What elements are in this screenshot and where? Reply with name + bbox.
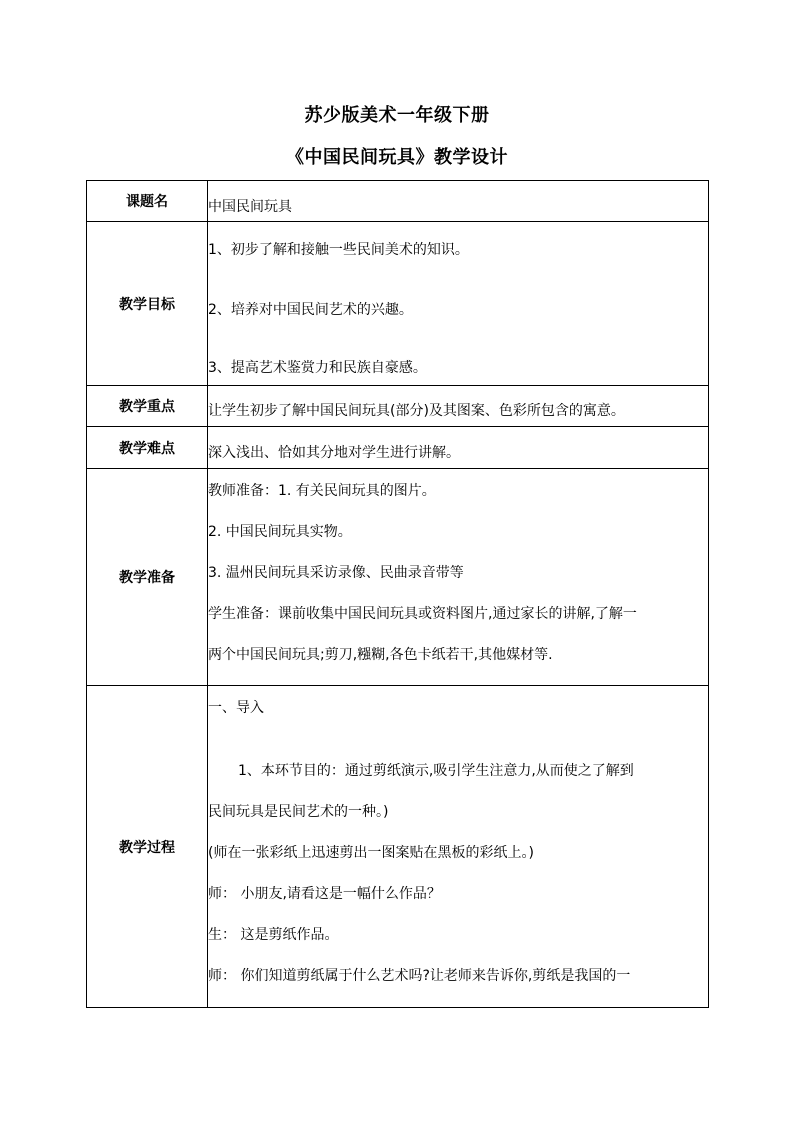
lesson-plan-table xyxy=(86,180,709,1008)
label-key-points: 教学重点 xyxy=(87,386,208,427)
row-preparation xyxy=(87,469,709,686)
prep-line: 教师准备：1. 有关民间玩具的图片。 xyxy=(208,483,436,499)
row-goals xyxy=(87,222,709,386)
label-process: 教学过程 xyxy=(87,686,208,1008)
process-heading: 一、导入 xyxy=(208,700,264,716)
process-line: 民间玩具是民间艺术的一种。) xyxy=(208,804,389,820)
key-points-text: 让学生初步了解中国民间玩具(部分)及其图案、色彩所包含的寓意。 xyxy=(208,403,625,419)
difficulties-text: 深入浅出、恰如其分地对学生进行讲解。 xyxy=(208,445,460,461)
label-difficulties: 教学难点 xyxy=(87,427,208,469)
content-preparation xyxy=(208,469,709,686)
row-difficulties xyxy=(87,427,709,469)
topic-text: 中国民间玩具 xyxy=(208,198,292,215)
prep-line: 3. 温州民间玩具采访录像、民曲录音带等 xyxy=(208,565,464,581)
document-subtitle: 《中国民间玩具》教学设计 xyxy=(286,147,508,168)
goal-item: 1、初步了解和接触一些民间美术的知识。 xyxy=(208,242,469,258)
prep-line: 学生准备：课前收集中国民间玩具或资料图片,通过家长的讲解,了解一 xyxy=(208,606,637,622)
row-topic xyxy=(87,181,709,222)
process-line: 生： 这是剪纸作品。 xyxy=(208,927,339,943)
content-goals xyxy=(208,222,709,386)
process-line: (师在一张彩纸上迅速剪出一图案贴在黑板的彩纸上。) xyxy=(208,845,534,861)
content-difficulties xyxy=(208,427,709,469)
prep-line: 两个中国民间玩具;剪刀,糨糊,各色卡纸若干,其他媒材等. xyxy=(208,647,553,663)
document-title: 苏少版美术一年级下册 xyxy=(304,105,490,126)
content-process xyxy=(208,686,709,1008)
process-line: 师： 你们知道剪纸属于什么艺术吗?让老师来告诉你,剪纸是我国的一 xyxy=(208,968,631,984)
content-topic xyxy=(208,181,709,222)
label-preparation: 教学准备 xyxy=(87,469,208,686)
row-key-points xyxy=(87,386,709,427)
row-process xyxy=(87,686,709,1008)
goal-item: 2、培养对中国民间艺术的兴趣。 xyxy=(208,302,413,318)
content-key-points xyxy=(208,386,709,427)
goal-item: 3、提高艺术鉴赏力和民族自豪感。 xyxy=(208,360,427,376)
label-goals: 教学目标 xyxy=(87,222,208,386)
process-line: 师： 小朋友,请看这是一幅什么作品？ xyxy=(208,886,441,902)
prep-line: 2. 中国民间玩具实物。 xyxy=(208,524,352,540)
process-line: 1、本环节目的：通过剪纸演示,吸引学生注意力,从而使之了解到 xyxy=(238,763,634,779)
label-topic: 课题名 xyxy=(87,181,208,222)
